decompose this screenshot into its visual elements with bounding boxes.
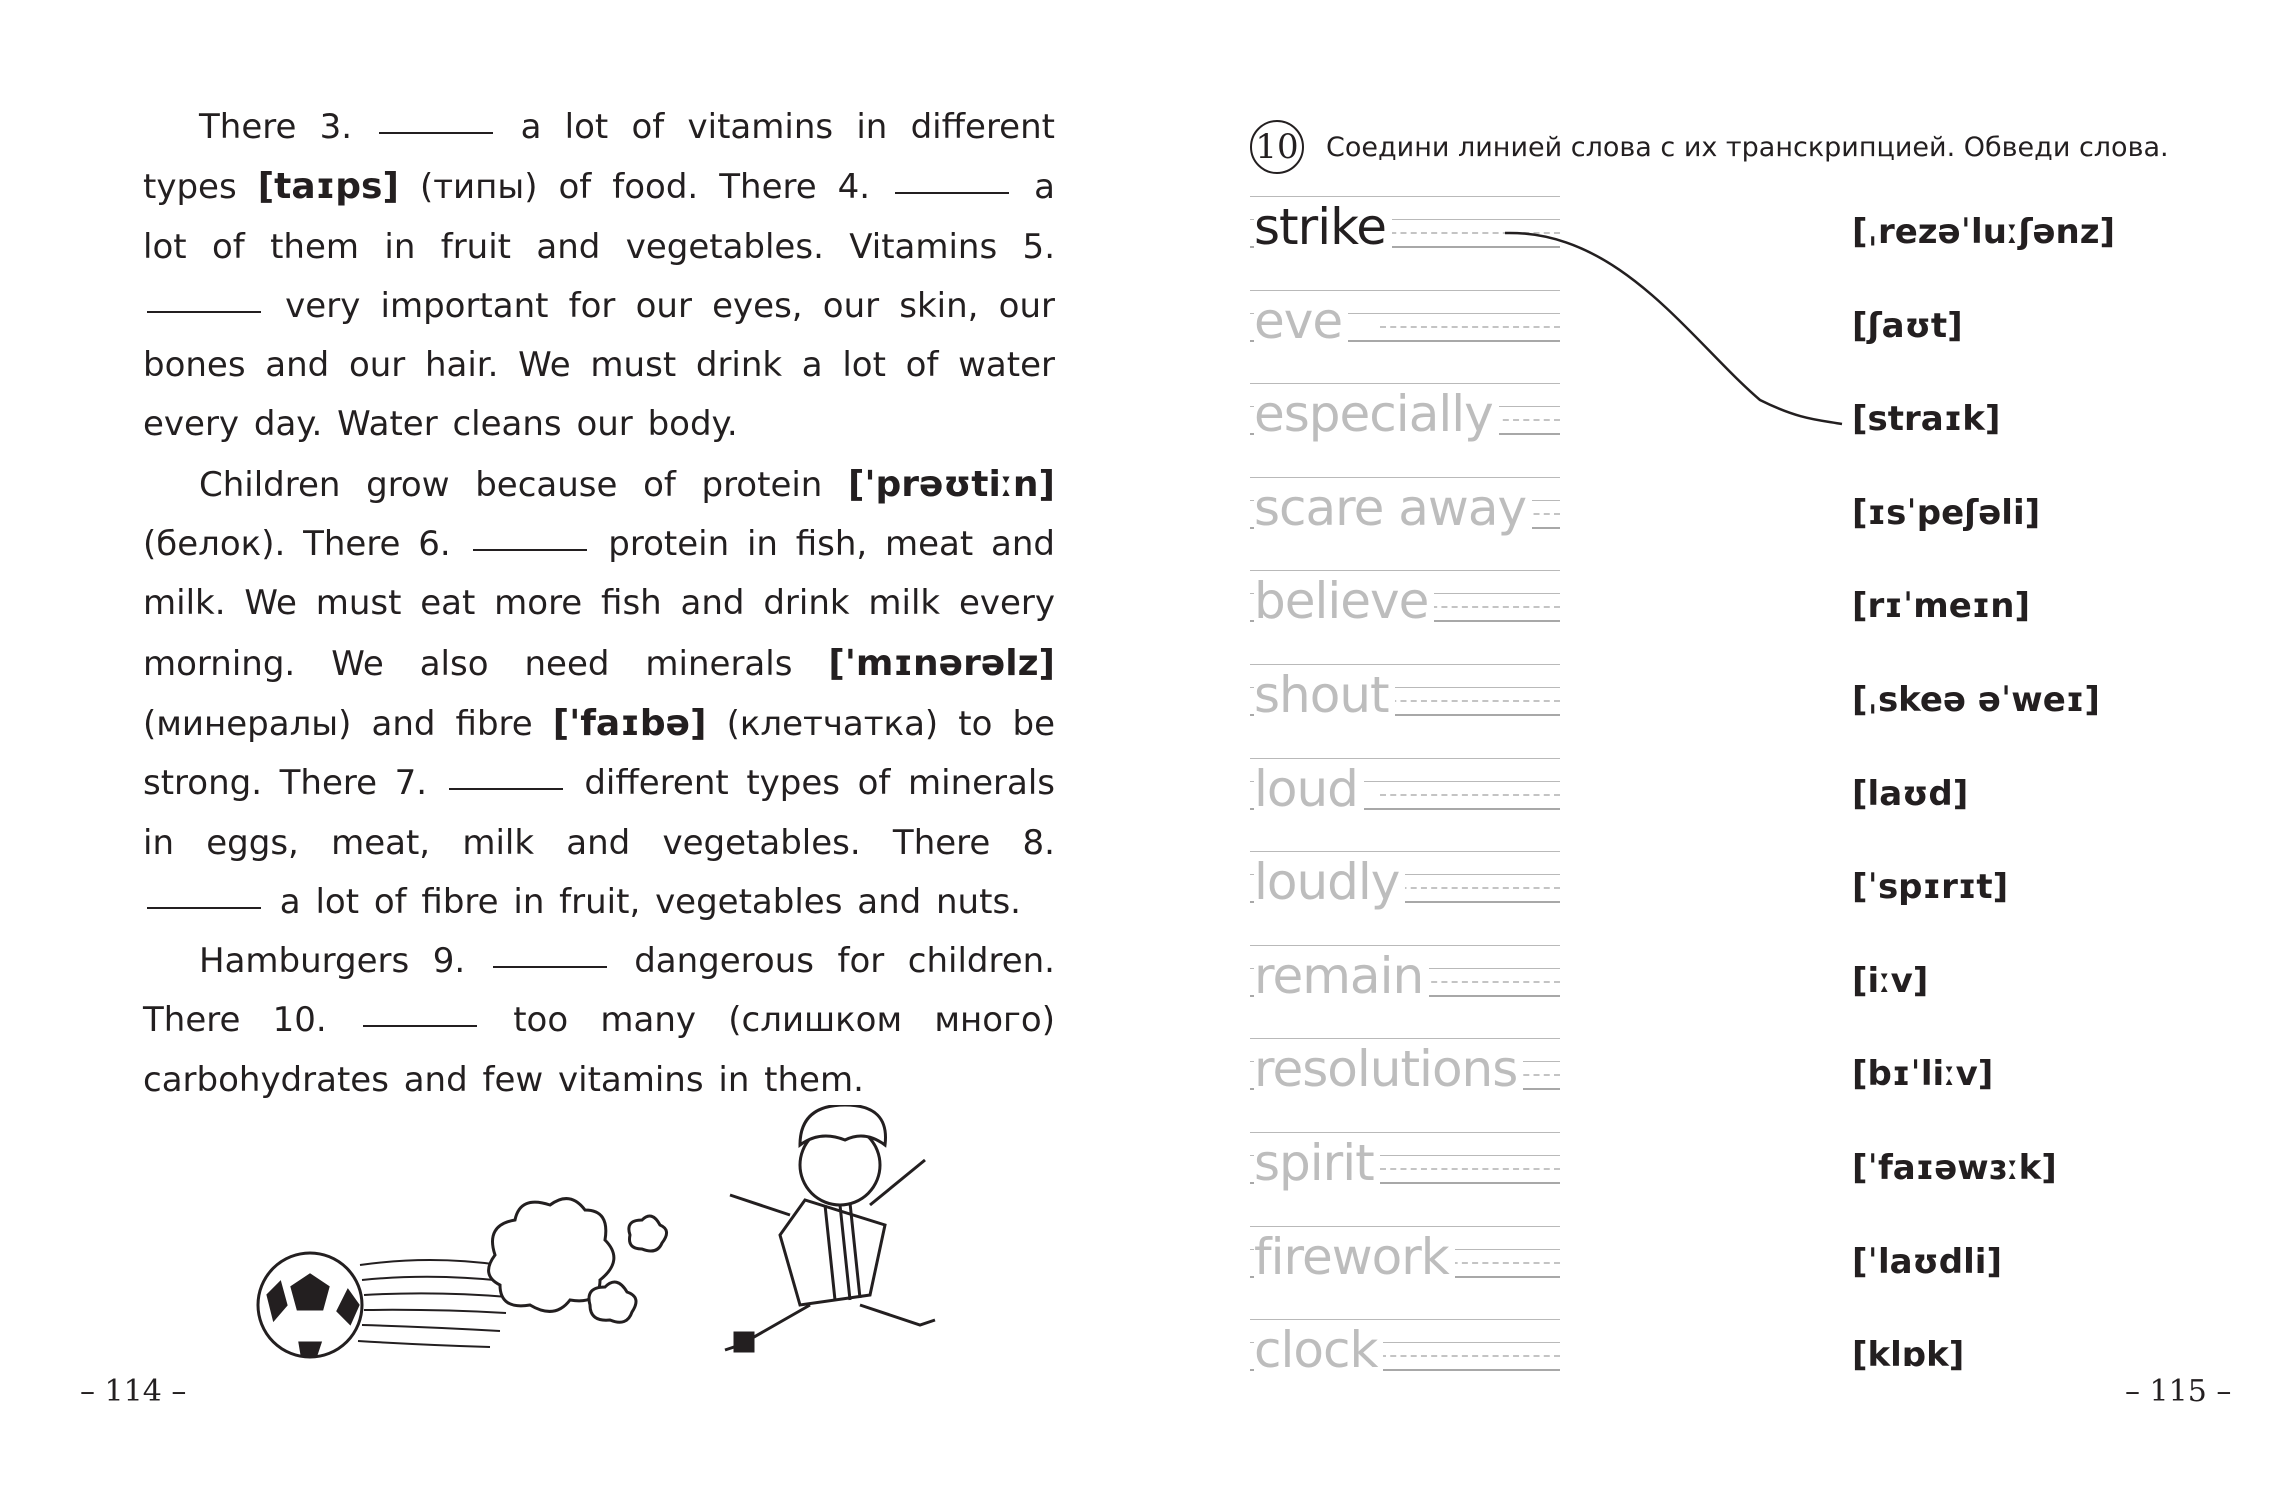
- task-instruction: Соедини линией слова с их транскрипцией. Обведи слова.: [1326, 131, 2169, 163]
- transcription-inline: ['prəʊtiːn]: [848, 463, 1055, 505]
- text-run: very important for our eyes, our skin, our bones and our hair. We must drink a lot of water every day. Water cleans our body.: [143, 285, 1055, 445]
- transcription-item[interactable]: [rɪˈmeɪn]: [1852, 586, 2031, 627]
- tracing-word: remain: [1254, 951, 1429, 1001]
- writing-guide-line: [1250, 290, 1560, 291]
- paragraph: [143, 98, 1055, 455]
- paragraph: [143, 932, 1055, 1110]
- text-run: (клетчатка) to be strong. There 7.: [143, 703, 1055, 804]
- writing-guide-line: [1250, 945, 1560, 946]
- text-run: dangerous for children. There 10.: [143, 941, 1055, 1041]
- dashed-writing-line: [1380, 1168, 1560, 1170]
- tracing-word: resolutions: [1254, 1044, 1523, 1094]
- word-row[interactable]: [1250, 1038, 1560, 1131]
- transcription-inline: ['mɪnərəlz]: [828, 642, 1055, 684]
- word-row[interactable]: [1250, 664, 1560, 757]
- text-run: Hamburgers 9.: [199, 941, 489, 982]
- writing-guide-line: [1250, 477, 1560, 478]
- writing-guide-line: [1250, 196, 1560, 197]
- word-row[interactable]: [1250, 383, 1560, 476]
- transcription-item[interactable]: [ˌrezəˈluːʃənz]: [1852, 212, 2116, 252]
- transcription-item[interactable]: [bɪˈliːv]: [1852, 1054, 1994, 1095]
- answer-blank[interactable]: [147, 906, 261, 909]
- dashed-writing-line: [1380, 887, 1560, 889]
- motion-lines: [358, 1260, 508, 1347]
- transcription-item[interactable]: [laʊd]: [1852, 773, 1969, 814]
- dashed-writing-line: [1380, 794, 1560, 796]
- writing-guide-line: [1250, 1226, 1560, 1227]
- tracing-word: strike: [1254, 202, 1392, 252]
- dashed-writing-line: [1380, 1355, 1560, 1357]
- tracing-word: believe: [1254, 576, 1434, 626]
- text-run: Children grow because of protein: [199, 464, 849, 505]
- writing-guide-line: [1250, 383, 1560, 384]
- transcription-item[interactable]: [ˈlaʊdli]: [1852, 1241, 2002, 1282]
- answer-blank[interactable]: [147, 310, 261, 313]
- answer-blank[interactable]: [379, 131, 493, 134]
- answer-blank[interactable]: [449, 787, 563, 790]
- transcription-item[interactable]: [ɪsˈpeʃəli]: [1852, 492, 2041, 533]
- dashed-writing-line: [1380, 232, 1560, 234]
- transcription-item[interactable]: [straɪk]: [1852, 399, 2001, 440]
- text-run: (минералы) and fibre: [143, 703, 553, 744]
- tracing-word: shout: [1254, 670, 1395, 720]
- boy-figure: [725, 1105, 935, 1351]
- transcriptions-list: [1852, 0, 2252, 1502]
- transcription-item[interactable]: [ʃaʊt]: [1852, 305, 1963, 346]
- tracing-words-list: [1250, 0, 1560, 1502]
- word-row[interactable]: [1250, 196, 1560, 289]
- tracing-word: firework: [1254, 1232, 1455, 1282]
- word-row[interactable]: [1250, 1132, 1560, 1225]
- answer-blank[interactable]: [473, 548, 587, 551]
- answer-blank[interactable]: [363, 1024, 477, 1027]
- text-run: different types of minerals in eggs, meat, milk and vegetables. There 8.: [143, 763, 1056, 863]
- word-row[interactable]: [1250, 758, 1560, 851]
- tracing-word: especially: [1254, 389, 1499, 439]
- text-run: too many (слишком много) carbohydrates and few vitamins in them.: [143, 1000, 1055, 1100]
- writing-guide-line: [1250, 664, 1560, 665]
- transcription-inline: ['faɪbə]: [552, 702, 707, 744]
- tracing-word: eve: [1254, 296, 1348, 346]
- transcription-item[interactable]: [ˌskeə əˈweɪ]: [1852, 680, 2100, 720]
- task-number-badge: 10: [1250, 120, 1304, 174]
- dashed-writing-line: [1380, 326, 1560, 328]
- text-run: a lot of them in fruit and vegetables. Vitamins 5.: [143, 167, 1055, 267]
- text-run: There 3.: [199, 107, 376, 147]
- writing-guide-line: [1250, 1038, 1560, 1039]
- tracing-word: spirit: [1254, 1138, 1380, 1188]
- transcription-item[interactable]: [ˈspɪrɪt]: [1852, 867, 2009, 908]
- word-row[interactable]: [1250, 570, 1560, 663]
- writing-guide-line: [1250, 1319, 1560, 1320]
- text-run: (белок). There 6.: [143, 524, 469, 565]
- transcription-inline: [taɪps]: [257, 166, 399, 208]
- transcription-item[interactable]: [ˈfaɪəwɜːk]: [1852, 1148, 2057, 1188]
- text-run: (типы) of food. There 4.: [398, 167, 892, 208]
- writing-guide-line: [1250, 851, 1560, 852]
- transcription-item[interactable]: [iːv]: [1852, 960, 1929, 1001]
- answer-blank[interactable]: [895, 191, 1009, 194]
- boy-kicking-ball-illustration: [250, 1105, 1010, 1365]
- word-row[interactable]: [1250, 290, 1560, 383]
- writing-guide-line: [1250, 570, 1560, 571]
- tracing-word: loudly: [1254, 857, 1405, 907]
- transcription-item[interactable]: [klɒk]: [1852, 1335, 1965, 1376]
- word-row[interactable]: [1250, 1226, 1560, 1319]
- writing-guide-line: [1250, 758, 1560, 759]
- answer-blank[interactable]: [493, 965, 607, 968]
- word-row[interactable]: [1250, 851, 1560, 944]
- reading-text: [143, 98, 1055, 1110]
- dust-cloud: [489, 1199, 667, 1323]
- soccer-ball-icon: [258, 1253, 362, 1357]
- paragraph: [143, 455, 1055, 932]
- page-number-left: – 114 –: [80, 1374, 187, 1409]
- tracing-word: clock: [1254, 1325, 1383, 1375]
- word-row[interactable]: [1250, 945, 1560, 1038]
- tracing-word: scare away: [1254, 483, 1532, 533]
- word-row[interactable]: [1250, 477, 1560, 570]
- writing-guide-line: [1250, 1132, 1560, 1133]
- text-run: a lot of vitamins in different types: [143, 107, 1055, 208]
- text-run: a lot of fibre in fruit, vegetables and nuts.: [265, 881, 1021, 922]
- word-row[interactable]: [1250, 1319, 1560, 1412]
- page-number-right: – 115 –: [2125, 1374, 2232, 1409]
- text-run: protein in fish, meat and milk. We must eat more fish and drink milk every morning. We also need minerals: [143, 524, 1055, 684]
- dashed-writing-line: [1380, 700, 1560, 702]
- tracing-word: loud: [1254, 764, 1364, 814]
